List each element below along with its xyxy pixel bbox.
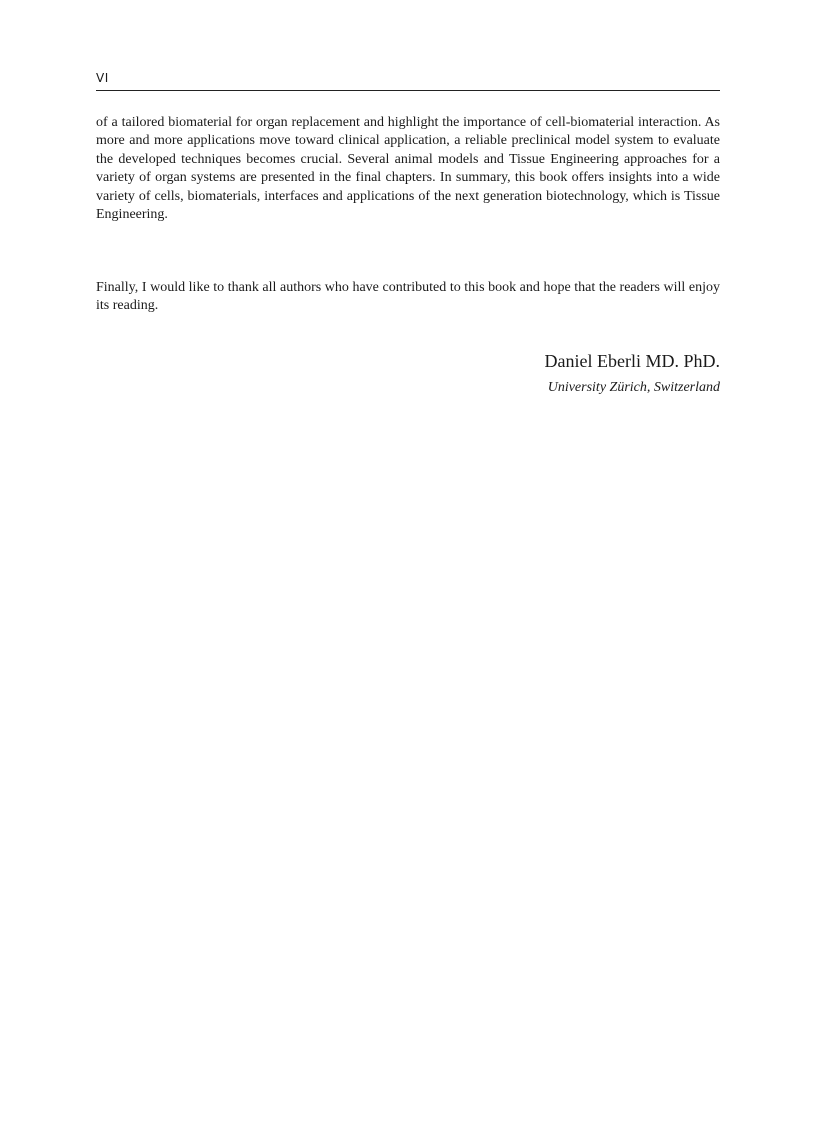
closing-paragraph: Finally, I would like to thank all authors who have contributed to this book and hope that the readers will enjoy its reading. xyxy=(96,280,720,314)
author-name: Daniel Eberli MD. PhD. xyxy=(544,351,720,371)
body-paragraph: of a tailored biomaterial for organ replacement and highlight the importance of cell-biomaterial interaction. As more and more applications move toward clinical application, a reliable preclinical model system to evaluate the developed techniques becomes crucial. Several animal models and Tissue Engineering approaches for a variety of organ systems are presented in the final chapters. In summary, this book offers insights into a wide variety of cells, biomaterials, interfaces and applications of the next generation biotechnology, which is Tissue Engineering. xyxy=(96,115,720,223)
page-number: VI xyxy=(96,71,109,85)
author-affiliation: University Zürich, Switzerland xyxy=(547,380,720,395)
page-header xyxy=(96,70,720,91)
signature-block xyxy=(545,349,720,397)
book-page xyxy=(96,0,720,1123)
